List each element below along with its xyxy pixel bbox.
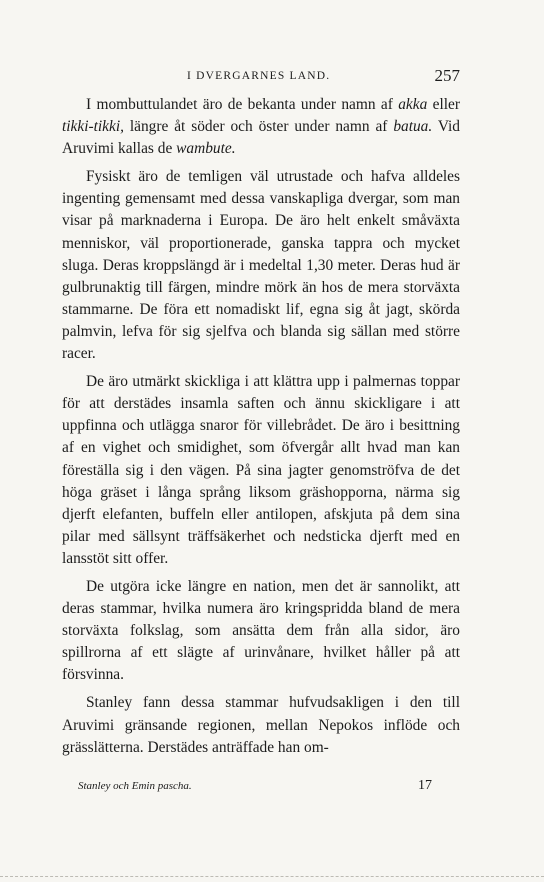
paragraph <box>62 576 460 686</box>
text-run: Vid Aruvimi kallas de <box>62 118 461 158</box>
text-run: Stanley fann dessa stammar hufvudsakligen i den till Aruvimi gränsande regionen, mellan Nepokos inflöde och grässlätterna. Derstädes anträffade han om- <box>62 694 460 756</box>
italic-term: tikki-tikki, <box>62 118 124 136</box>
text-run: De äro utmärkt skickliga i att klättra upp i palmernas toppar för att derstädes insamla saften och ännu skickligare i att uppfinna och utlägga snaror för villebrådet. De äro i besittning af en vighet och smidighet, som öfvergår allt hvad man kan föreställa sig i den vägen. På sina jagter genomströfva de det höga gräset i långa språng liksom gräshopporna, närma sig djerft elefanten, buffeln eller antilopen, afskjuta på dem sina pilar med sällsynt träffsäkerhet och nedsticka djerft med en lansstöt sitt offer. <box>62 373 460 567</box>
text-run: eller <box>427 96 461 113</box>
page-number: 257 <box>434 66 460 85</box>
running-title: I DVERGARNES LAND. <box>187 70 331 82</box>
text-run: Fysiskt äro de temligen väl utrustade och hafva alldeles ingenting gemensamt med dessa vanskapliga dvergar, som man visar på marknaderna i Europa. De äro helt enkelt småväxta menniskor, väl proportionerade, ganska tappra och mycket sluga. Deras kroppslängd är i medeltal 1,30 meter. Deras hud är gulbrunaktig till färgen, mindre mörk än hos de mera storväxta stammarne. De föra ett nomadiskt lif, egna sig åt jagt, skörda palmvin, lefva för sig sjelfva och blanda sig sällan med större racer. <box>62 168 460 363</box>
text-run: längre åt söder och öster under namn af <box>123 118 394 136</box>
paragraph <box>62 371 460 570</box>
page-header <box>62 66 460 86</box>
italic-term: batua. <box>393 118 433 136</box>
paragraph <box>62 94 460 160</box>
sheet-number: 17 <box>418 778 432 793</box>
italic-term: akka <box>398 96 428 113</box>
text-run: De utgöra icke längre en nation, men det är sannolikt, att deras stammar, hvilka numera äro kringspridda bland de mera storväxta folkslag, som ansätta dem från alla sidor, äro spillrorna af ett slägte af urinvånare, hvilket håller på att försvinna. <box>62 577 460 684</box>
paragraph <box>62 166 460 365</box>
signature-mark: Stanley och Emin pascha. <box>78 780 192 792</box>
italic-term: wambute. <box>176 140 236 158</box>
paragraph <box>62 692 460 758</box>
text-run: I mombuttulandet äro de bekanta under namn af <box>86 96 399 113</box>
body-text <box>62 94 460 765</box>
page-edge-line <box>0 876 544 877</box>
